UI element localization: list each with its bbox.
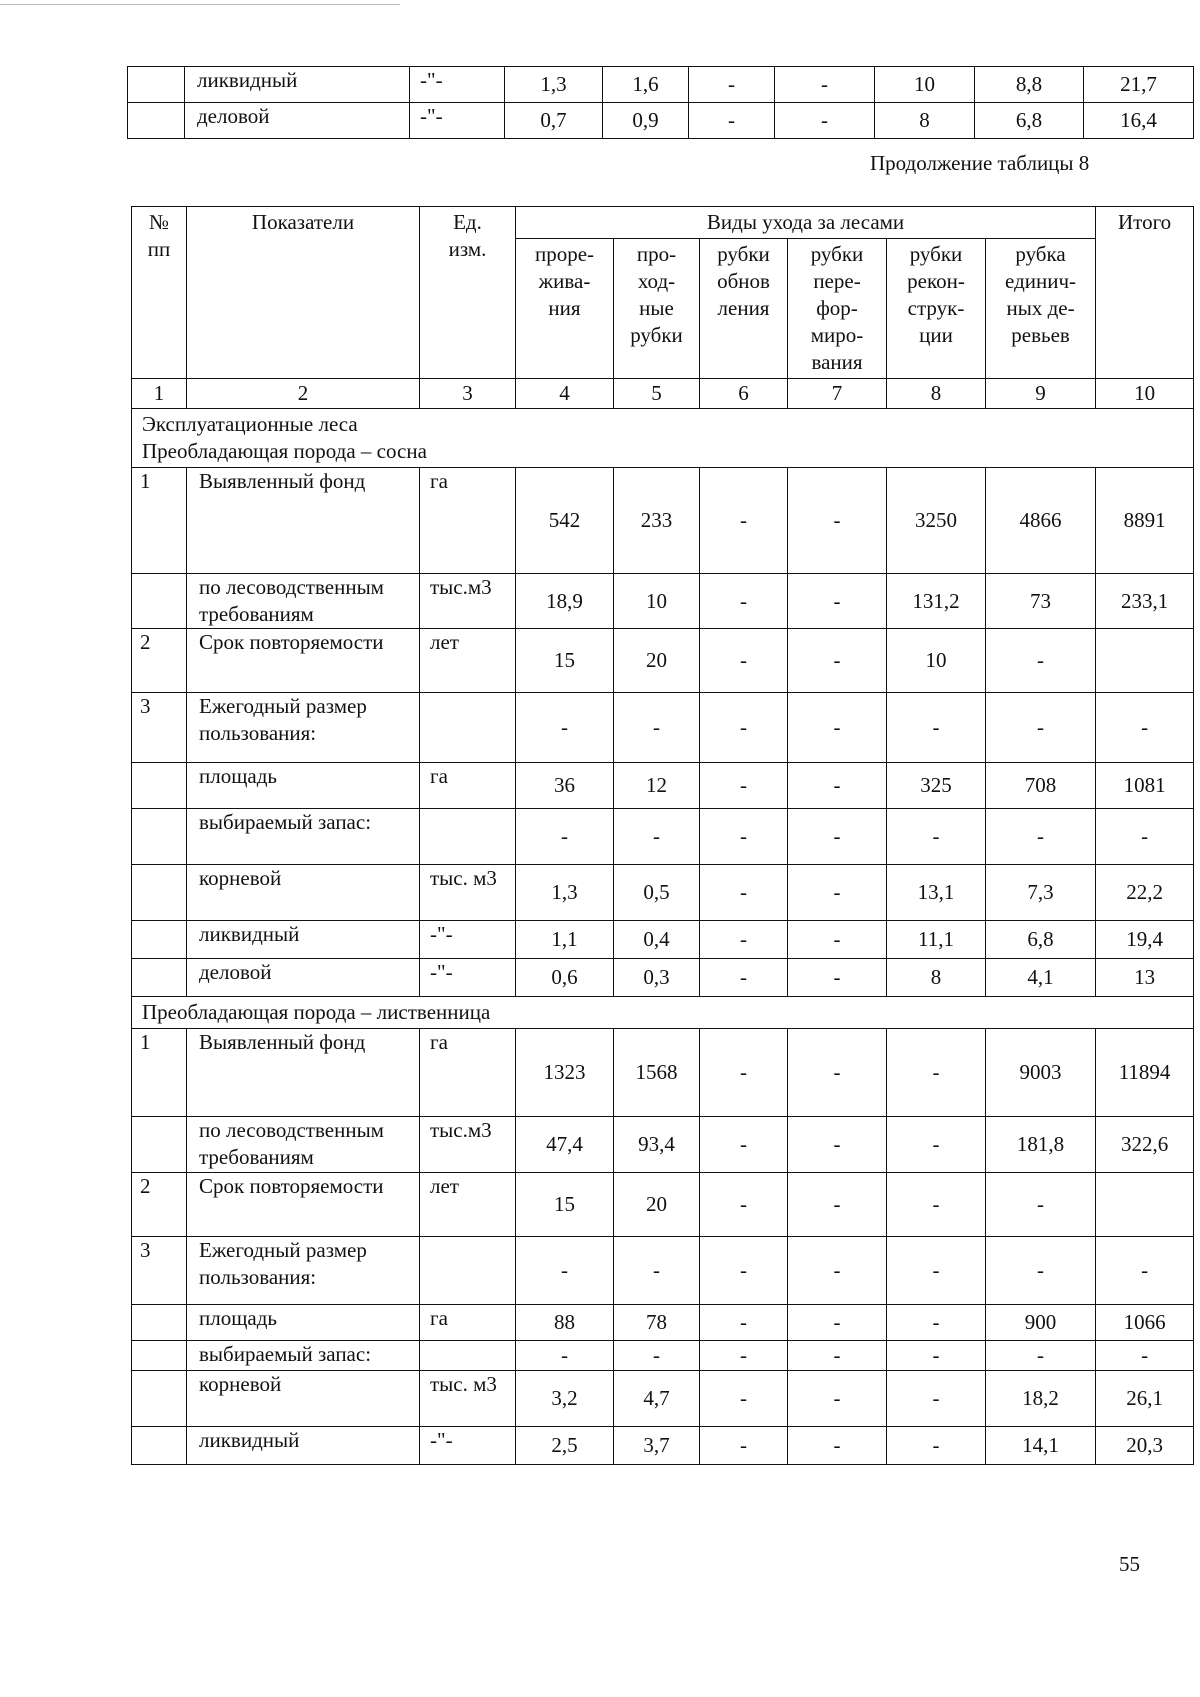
value-cell: 3,2 — [516, 1371, 614, 1427]
table-row — [132, 1173, 1194, 1237]
value-cell: - — [700, 468, 788, 574]
row-number — [132, 1117, 187, 1173]
value-cell: - — [986, 1341, 1096, 1371]
row-number — [132, 1371, 187, 1427]
value-cell: 4,7 — [614, 1371, 700, 1427]
value-cell: 1323 — [516, 1029, 614, 1117]
table-row — [132, 1341, 1194, 1371]
indicator-name: Ежегодный размер пользования: — [187, 693, 420, 763]
row-number: 1 — [132, 1029, 187, 1117]
scan-edge-line — [0, 4, 400, 5]
value-cell: - — [788, 1341, 887, 1371]
column-number: 8 — [887, 379, 986, 409]
unit-cell: -"- — [420, 1427, 516, 1465]
row-number: 2 — [132, 629, 187, 693]
value-cell: 6,8 — [975, 103, 1084, 139]
value-cell: - — [700, 1341, 788, 1371]
value-cell: - — [887, 809, 986, 865]
value-cell: - — [788, 865, 887, 921]
value-cell: - — [516, 693, 614, 763]
value-cell: - — [700, 693, 788, 763]
unit-cell — [420, 1341, 516, 1371]
value-cell: 10 — [614, 574, 700, 629]
value-cell: - — [788, 629, 887, 693]
value-cell: 13 — [1096, 959, 1194, 997]
unit-cell: тыс.м3 — [420, 1117, 516, 1173]
table-row — [128, 103, 1194, 139]
value-cell: 20 — [614, 1173, 700, 1237]
value-cell: - — [614, 809, 700, 865]
value-cell: 900 — [986, 1305, 1096, 1341]
indicator-name: Срок повторяемости — [187, 1173, 420, 1237]
row-number — [132, 763, 187, 809]
value-cell: 21,7 — [1084, 67, 1194, 103]
section-title — [132, 409, 1194, 468]
value-cell: - — [788, 1117, 887, 1173]
header-care-type: рубки пере- фор- миро- вания — [788, 239, 887, 379]
value-cell: 9003 — [986, 1029, 1096, 1117]
value-cell: - — [887, 1341, 986, 1371]
value-cell: 542 — [516, 468, 614, 574]
value-cell: - — [788, 1305, 887, 1341]
row-number: 1 — [132, 468, 187, 574]
row-number: 3 — [132, 1237, 187, 1305]
row-number — [132, 1427, 187, 1465]
value-cell: 1568 — [614, 1029, 700, 1117]
value-cell: - — [700, 1029, 788, 1117]
value-cell: - — [689, 67, 775, 103]
table-row — [132, 809, 1194, 865]
column-number: 7 — [788, 379, 887, 409]
value-cell: 4,1 — [986, 959, 1096, 997]
value-cell: - — [700, 1305, 788, 1341]
section-title-row — [132, 997, 1194, 1029]
value-cell: 18,9 — [516, 574, 614, 629]
value-cell: 3250 — [887, 468, 986, 574]
row-number — [128, 103, 185, 139]
value-cell: - — [986, 629, 1096, 693]
value-cell: 36 — [516, 763, 614, 809]
value-cell: 131,2 — [887, 574, 986, 629]
unit-cell — [420, 809, 516, 865]
value-cell: - — [887, 1371, 986, 1427]
value-cell: 0,6 — [516, 959, 614, 997]
value-cell: - — [788, 1173, 887, 1237]
value-cell: - — [614, 693, 700, 763]
value-cell: - — [887, 1305, 986, 1341]
value-cell: - — [986, 1237, 1096, 1305]
value-cell: 0,5 — [614, 865, 700, 921]
value-cell: - — [788, 1237, 887, 1305]
value-cell: - — [614, 1341, 700, 1371]
value-cell: 47,4 — [516, 1117, 614, 1173]
unit-cell: лет — [420, 629, 516, 693]
value-cell: - — [775, 103, 875, 139]
value-cell: - — [788, 1029, 887, 1117]
value-cell: 11894 — [1096, 1029, 1194, 1117]
row-number — [132, 574, 187, 629]
table-row — [132, 1029, 1194, 1117]
section-title-line: Преобладающая порода – лиственница — [142, 1000, 491, 1024]
value-cell: 16,4 — [1084, 103, 1194, 139]
unit-cell: -"- — [410, 67, 505, 103]
header-care-type: рубка единич- ных де- ревьев — [986, 239, 1096, 379]
value-cell: - — [1096, 809, 1194, 865]
value-cell: - — [700, 1117, 788, 1173]
value-cell: 8891 — [1096, 468, 1194, 574]
indicator-name: деловой — [185, 103, 410, 139]
row-number — [132, 921, 187, 959]
value-cell: - — [516, 809, 614, 865]
value-cell: - — [700, 763, 788, 809]
value-cell: 12 — [614, 763, 700, 809]
value-cell: 181,8 — [986, 1117, 1096, 1173]
value-cell: - — [788, 574, 887, 629]
value-cell: 15 — [516, 1173, 614, 1237]
table-row — [132, 574, 1194, 629]
row-number — [132, 809, 187, 865]
table-row — [132, 959, 1194, 997]
value-cell: 14,1 — [986, 1427, 1096, 1465]
indicator-name: ликвидный — [185, 67, 410, 103]
value-cell: 233 — [614, 468, 700, 574]
value-cell: - — [887, 693, 986, 763]
value-cell: 8,8 — [975, 67, 1084, 103]
value-cell: - — [689, 103, 775, 139]
table-row — [132, 865, 1194, 921]
value-cell: - — [700, 921, 788, 959]
value-cell: - — [516, 1237, 614, 1305]
value-cell: - — [614, 1237, 700, 1305]
table-row — [132, 1427, 1194, 1465]
value-cell: 10 — [875, 67, 975, 103]
value-cell: 18,2 — [986, 1371, 1096, 1427]
value-cell: 0,3 — [614, 959, 700, 997]
value-cell: 1066 — [1096, 1305, 1194, 1341]
row-number: 2 — [132, 1173, 187, 1237]
table-row — [132, 1371, 1194, 1427]
indicator-name: по лесоводственным требованиям — [187, 574, 420, 629]
value-cell: - — [775, 67, 875, 103]
indicator-name: выбираемый запас: — [187, 809, 420, 865]
header-total: Итого — [1096, 207, 1194, 379]
value-cell: 1,3 — [505, 67, 603, 103]
header-care-type: рубки обнов ления — [700, 239, 788, 379]
column-number: 5 — [614, 379, 700, 409]
header-care-type: рубки рекон- струк- ции — [887, 239, 986, 379]
value-cell: 3,7 — [614, 1427, 700, 1465]
table-row — [132, 468, 1194, 574]
value-cell: - — [788, 1427, 887, 1465]
value-cell: - — [788, 468, 887, 574]
value-cell: - — [788, 763, 887, 809]
value-cell: - — [887, 1427, 986, 1465]
row-number — [132, 1341, 187, 1371]
value-cell: - — [1096, 1237, 1194, 1305]
table-row — [132, 921, 1194, 959]
indicator-name: выбираемый запас: — [187, 1341, 420, 1371]
value-cell: - — [700, 1237, 788, 1305]
unit-cell: тыс. м3 — [420, 1371, 516, 1427]
row-number — [132, 1305, 187, 1341]
value-cell: - — [788, 921, 887, 959]
indicator-name: Ежегодный размер пользования: — [187, 1237, 420, 1305]
value-cell: 20,3 — [1096, 1427, 1194, 1465]
indicator-name: площадь — [187, 1305, 420, 1341]
indicator-name: площадь — [187, 763, 420, 809]
value-cell: - — [700, 1173, 788, 1237]
value-cell: 11,1 — [887, 921, 986, 959]
value-cell: 15 — [516, 629, 614, 693]
section-title-row — [132, 409, 1194, 468]
value-cell: 1,3 — [516, 865, 614, 921]
value-cell: 0,7 — [505, 103, 603, 139]
indicator-name: ликвидный — [187, 1427, 420, 1465]
column-number: 10 — [1096, 379, 1194, 409]
header-unit: Ед. изм. — [420, 207, 516, 379]
unit-cell: -"- — [420, 959, 516, 997]
value-cell: - — [516, 1341, 614, 1371]
value-cell: - — [986, 1173, 1096, 1237]
value-cell: 1,1 — [516, 921, 614, 959]
value-cell: 0,9 — [603, 103, 689, 139]
value-cell: - — [700, 865, 788, 921]
value-cell: - — [700, 809, 788, 865]
unit-cell: тыс.м3 — [420, 574, 516, 629]
value-cell — [1096, 629, 1194, 693]
unit-cell: га — [420, 468, 516, 574]
section-title-line: Преобладающая порода – сосна — [142, 439, 427, 463]
indicator-name: деловой — [187, 959, 420, 997]
value-cell: 26,1 — [1096, 1371, 1194, 1427]
indicator-name: Выявленный фонд — [187, 1029, 420, 1117]
table-row — [128, 67, 1194, 103]
table-row — [132, 629, 1194, 693]
value-cell: 13,1 — [887, 865, 986, 921]
value-cell: 4866 — [986, 468, 1096, 574]
indicator-name: Выявленный фонд — [187, 468, 420, 574]
value-cell: 22,2 — [1096, 865, 1194, 921]
unit-cell: га — [420, 763, 516, 809]
value-cell: 233,1 — [1096, 574, 1194, 629]
value-cell: 1,6 — [603, 67, 689, 103]
value-cell: 7,3 — [986, 865, 1096, 921]
unit-cell: га — [420, 1305, 516, 1341]
unit-cell: тыс. м3 — [420, 865, 516, 921]
value-cell: - — [700, 959, 788, 997]
unit-cell — [420, 1237, 516, 1305]
column-number: 2 — [187, 379, 420, 409]
value-cell: - — [887, 1173, 986, 1237]
value-cell: - — [986, 809, 1096, 865]
value-cell: 88 — [516, 1305, 614, 1341]
value-cell: 10 — [887, 629, 986, 693]
value-cell: - — [986, 693, 1096, 763]
indicator-name: корневой — [187, 865, 420, 921]
value-cell: - — [788, 959, 887, 997]
value-cell: - — [700, 629, 788, 693]
row-number — [132, 959, 187, 997]
header-indicator: Показатели — [187, 207, 420, 379]
value-cell: 1081 — [1096, 763, 1194, 809]
column-number: 6 — [700, 379, 788, 409]
row-number — [132, 865, 187, 921]
column-number: 1 — [132, 379, 187, 409]
indicator-name: Срок повторяемости — [187, 629, 420, 693]
value-cell: - — [700, 574, 788, 629]
value-cell: 708 — [986, 763, 1096, 809]
value-cell: 2,5 — [516, 1427, 614, 1465]
column-number: 4 — [516, 379, 614, 409]
table-continuation-caption: Продолжение таблицы 8 — [870, 151, 1090, 175]
value-cell: 325 — [887, 763, 986, 809]
header-num: № пп — [132, 207, 187, 379]
table-8-forest-care — [131, 206, 1194, 1465]
value-cell: 73 — [986, 574, 1096, 629]
table-row — [132, 763, 1194, 809]
unit-cell: га — [420, 1029, 516, 1117]
table-row — [132, 693, 1194, 763]
column-number: 3 — [420, 379, 516, 409]
table-row — [132, 1117, 1194, 1173]
table-row — [132, 1237, 1194, 1305]
value-cell: 8 — [875, 103, 975, 139]
value-cell: 19,4 — [1096, 921, 1194, 959]
value-cell: - — [887, 1237, 986, 1305]
column-number: 9 — [986, 379, 1096, 409]
unit-cell: -"- — [420, 921, 516, 959]
page-number: 55 — [1119, 1552, 1140, 1576]
header-care-type: проре- жива- ния — [516, 239, 614, 379]
value-cell: - — [788, 1371, 887, 1427]
indicator-name: ликвидный — [187, 921, 420, 959]
value-cell: 93,4 — [614, 1117, 700, 1173]
section-title-line: Эксплуатационные леса — [142, 412, 358, 436]
table-8-previous-part — [127, 66, 1194, 139]
value-cell: 6,8 — [986, 921, 1096, 959]
value-cell: - — [788, 809, 887, 865]
header-care-type: про- ход- ные рубки — [614, 239, 700, 379]
indicator-name: по лесоводственным требованиям — [187, 1117, 420, 1173]
table-row — [132, 1305, 1194, 1341]
value-cell: 0,4 — [614, 921, 700, 959]
value-cell: - — [700, 1427, 788, 1465]
value-cell: - — [887, 1029, 986, 1117]
row-number: 3 — [132, 693, 187, 763]
value-cell: - — [788, 693, 887, 763]
column-number-row — [132, 379, 1194, 409]
value-cell: - — [1096, 693, 1194, 763]
value-cell: - — [1096, 1341, 1194, 1371]
section-title — [132, 997, 1194, 1029]
indicator-name: корневой — [187, 1371, 420, 1427]
value-cell — [1096, 1173, 1194, 1237]
row-number — [128, 67, 185, 103]
unit-cell: -"- — [410, 103, 505, 139]
unit-cell: лет — [420, 1173, 516, 1237]
value-cell: 8 — [887, 959, 986, 997]
value-cell: 322,6 — [1096, 1117, 1194, 1173]
value-cell: 78 — [614, 1305, 700, 1341]
value-cell: - — [700, 1371, 788, 1427]
value-cell: 20 — [614, 629, 700, 693]
unit-cell — [420, 693, 516, 763]
value-cell: - — [887, 1117, 986, 1173]
header-care-types-group: Виды ухода за лесами — [516, 207, 1096, 239]
